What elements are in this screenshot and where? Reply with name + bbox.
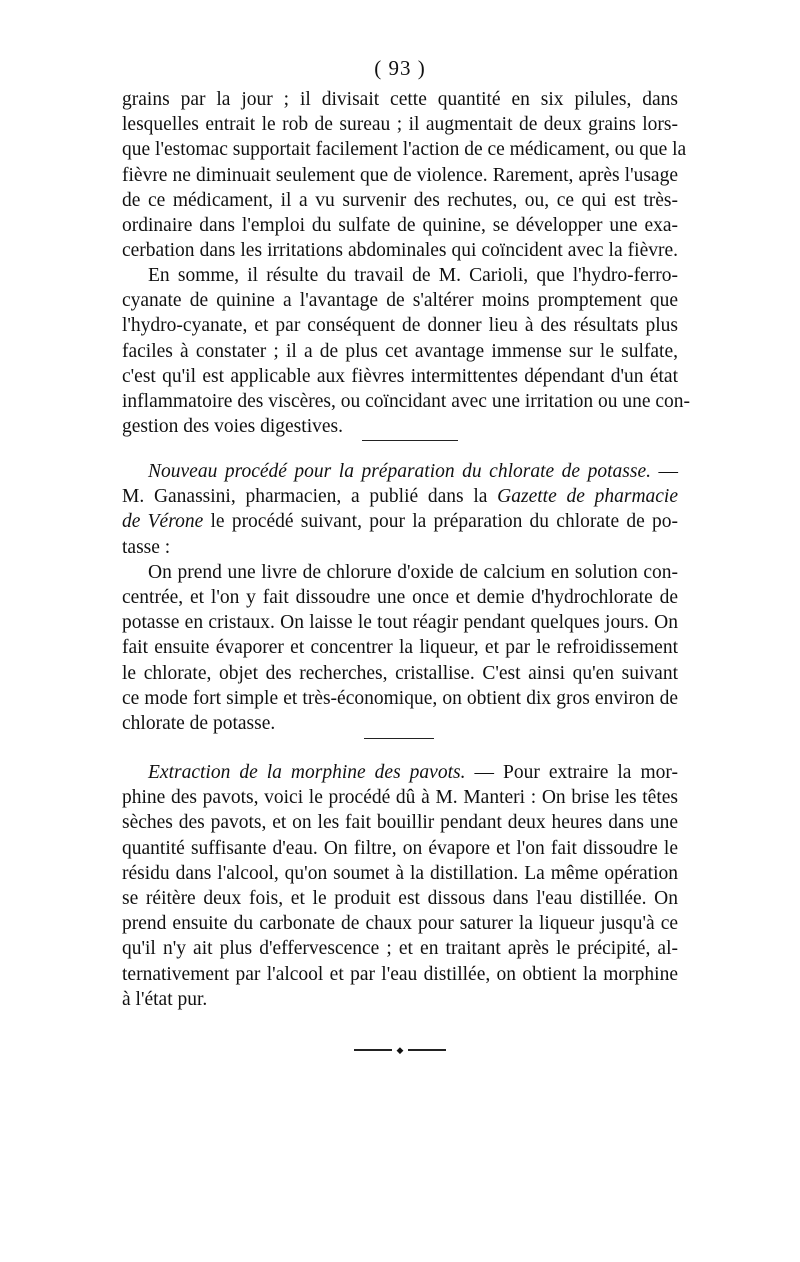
text-line: En somme, il résulte du travail de M. Carioli, que l'hydro-ferro- xyxy=(148,265,678,286)
text-fragment: — Pour extraire la mor- xyxy=(465,762,678,783)
text-line: faciles à constater ; il a de plus cet avantage immense sur le sulfate, xyxy=(122,340,678,362)
ornament-diamond-icon: ◆ xyxy=(396,1045,404,1055)
journal-title: de Vérone xyxy=(122,511,204,533)
text-line: gestion des voies digestives. xyxy=(122,416,343,438)
section-divider xyxy=(364,738,434,739)
text-line: cerbation dans les irritations abdominales qui coïncident avec la fièvre. xyxy=(122,240,678,262)
text-line: sèches des pavots, et on les fait bouillir pendant deux heures dans une xyxy=(122,812,678,834)
ornament-bar-right xyxy=(408,1049,446,1051)
text-line: fièvre ne diminuait seulement que de violence. Rarement, après l'usage xyxy=(122,164,678,186)
text-line: à l'état pur. xyxy=(122,988,208,1010)
text-line xyxy=(122,509,678,534)
text-line: de ce médicament, il a vu survenir des rechutes, ou, ce qui est très- xyxy=(122,189,678,211)
section-heading-line xyxy=(122,459,678,484)
paragraph-continuation xyxy=(122,87,687,263)
section-chlorate xyxy=(122,459,678,736)
text-line: prend ensuite du carbonate de chaux pour saturer la liqueur jusqu'à ce xyxy=(122,913,678,935)
section-title: Extraction de la morphine des pavots. xyxy=(148,762,466,783)
ornament-bar-left xyxy=(354,1049,392,1051)
text-line: se réitère deux fois, et le produit est dissous dans l'eau distillée. On xyxy=(122,887,678,909)
text-fragment: le procédé suivant, pour la préparation du chlorate de po- xyxy=(203,511,678,533)
text-line: c'est qu'il est applicable aux fièvres intermittentes dépendant d'un état xyxy=(122,365,678,387)
text-line: ordinaire dans l'emploi du sulfate de quinine, se développer une exa- xyxy=(122,214,678,236)
text-line: ce mode fort simple et très-économique, on obtient dix gros environ de xyxy=(122,687,678,709)
text-line: inflammatoire des viscères, ou coïncidant avec une irritation ou une con- xyxy=(122,390,691,412)
section-heading-line xyxy=(122,760,678,785)
text-line: le chlorate, objet des recherches, cristallise. C'est ainsi qu'en suivant xyxy=(122,662,678,684)
text-line: potasse en cristaux. On laisse le tout réagir pendant quelques jours. On xyxy=(122,612,678,634)
section-title: Nouveau procédé pour la préparation du chlorate de potasse. xyxy=(148,461,651,482)
title-dash: — xyxy=(650,461,679,482)
text-line: cyanate de quinine a l'avantage de s'altérer moins promptement que xyxy=(122,290,678,312)
text-line: On prend une livre de chlorure d'oxide de calcium en solution con- xyxy=(148,561,678,583)
text-line: fait ensuite évaporer et concentrer la liqueur, et par le refroidissement xyxy=(122,637,678,659)
text-line xyxy=(122,484,678,509)
fleuron-ornament xyxy=(354,1046,446,1054)
section-divider xyxy=(362,440,458,441)
text-line: grains par la jour ; il divisait cette quantité en six pilules, dans xyxy=(122,89,678,110)
text-line: quantité suffisante d'eau. On filtre, on évapore et l'on fait dissoudre le xyxy=(122,837,678,859)
text-line: tasse : xyxy=(122,536,171,558)
page-number: ( 93 ) xyxy=(374,56,426,80)
journal-title: Gazette de pharmacie xyxy=(497,486,679,508)
text-line: résidu dans l'alcool, qu'on soumet à la distillation. La même opération xyxy=(122,862,678,884)
text-line: lesquelles entrait le rob de sureau ; il augmentait de deux grains lors- xyxy=(122,114,678,136)
text-line: l'hydro-cyanate, et par conséquent de donner lieu à des résultats plus xyxy=(122,315,678,337)
text-fragment: M. Ganassini, pharmacien, a publié dans la xyxy=(122,486,498,508)
text-line: qu'il n'y ait plus d'effervescence ; et en traitant après le précipité, al- xyxy=(122,938,678,960)
paragraph-summary xyxy=(122,263,691,439)
text-line: ternativement par l'alcool et par l'eau distillée, on obtient la morphine xyxy=(122,963,678,985)
text-line: chlorate de potasse. xyxy=(122,712,276,734)
text-line: que l'estomac supportait facilement l'action de ce médicament, ou que la xyxy=(122,139,687,161)
text-line: phine des pavots, voici le procédé dû à M. Manteri : On brise les têtes xyxy=(122,787,678,809)
section-morphine xyxy=(122,760,678,1012)
text-line: centrée, et l'on y fait dissoudre une once et demie d'hydrochlorate de xyxy=(122,586,678,608)
